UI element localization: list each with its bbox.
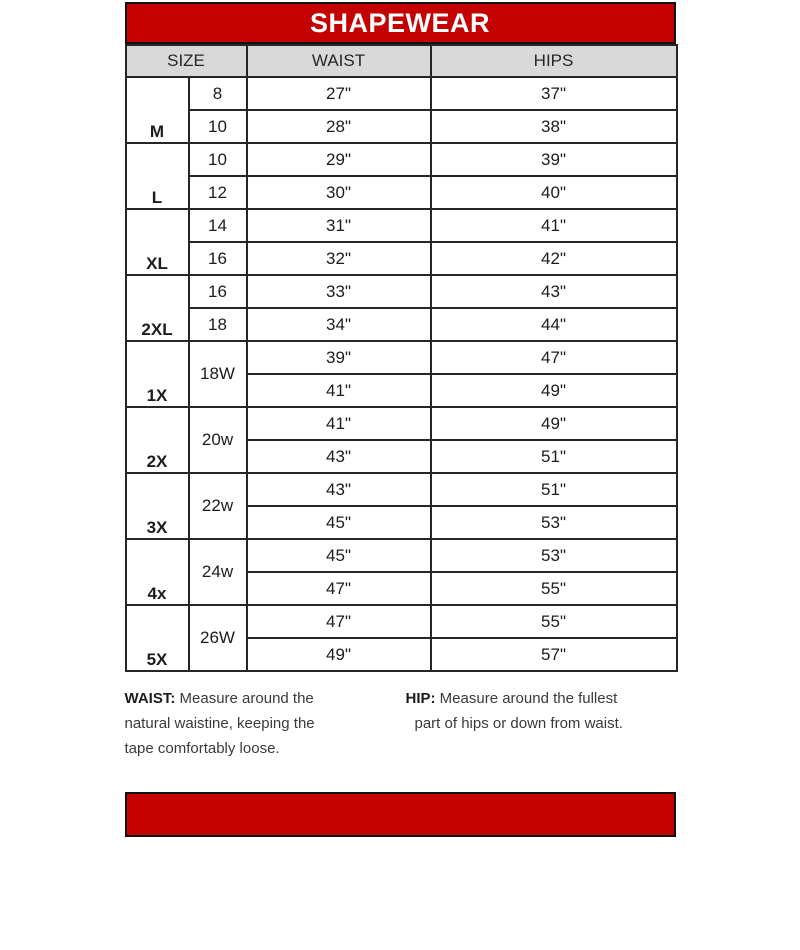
waist-cell: 34" — [247, 308, 431, 341]
table-row — [126, 77, 677, 110]
waist-cell: 49" — [247, 638, 431, 671]
waist-cell: 45" — [247, 506, 431, 539]
column-header-hips: HIPS — [431, 45, 677, 77]
size-number-cell: 10 — [189, 143, 247, 176]
hips-cell: 41" — [431, 209, 677, 242]
size-group-label: M — [126, 77, 189, 143]
hips-cell: 55" — [431, 605, 677, 638]
hip-note-line1: HIP: Measure around the fullest — [405, 690, 618, 707]
table-row — [126, 242, 677, 275]
size-group-label: 3X — [126, 473, 189, 539]
hips-cell: 43" — [431, 275, 677, 308]
waist-cell: 32" — [247, 242, 431, 275]
hips-cell: 51" — [431, 473, 677, 506]
waist-cell: 43" — [247, 440, 431, 473]
waist-note-line1: WAIST: Measure around the — [124, 690, 314, 707]
size-number-cell: 16 — [189, 242, 247, 275]
hips-cell: 44" — [431, 308, 677, 341]
waist-cell: 27" — [247, 77, 431, 110]
table-row — [126, 407, 677, 440]
waist-note-label: WAIST: — [124, 690, 176, 707]
size-number-cell: 20w — [189, 407, 247, 473]
table-row — [126, 176, 677, 209]
hips-cell: 40" — [431, 176, 677, 209]
waist-cell: 30" — [247, 176, 431, 209]
table-row — [126, 275, 677, 308]
table-header-row — [126, 45, 677, 77]
table-row — [126, 539, 677, 572]
size-number-cell: 12 — [189, 176, 247, 209]
waist-cell: 31" — [247, 209, 431, 242]
hips-cell: 42" — [431, 242, 677, 275]
table-row — [126, 605, 677, 638]
waist-cell: 29" — [247, 143, 431, 176]
waist-note — [125, 686, 375, 761]
hip-note-label: HIP: — [405, 690, 436, 707]
size-number-cell: 24w — [189, 539, 247, 605]
table-row — [126, 110, 677, 143]
size-group-label: 2X — [126, 407, 189, 473]
waist-cell: 47" — [247, 605, 431, 638]
table-row — [126, 473, 677, 506]
hips-cell: 38" — [431, 110, 677, 143]
waist-cell: 28" — [247, 110, 431, 143]
size-group-label: 1X — [126, 341, 189, 407]
size-group-label: L — [126, 143, 189, 209]
waist-cell: 45" — [247, 539, 431, 572]
table-row — [126, 209, 677, 242]
waist-cell: 41" — [247, 407, 431, 440]
page-title: SHAPEWEAR — [309, 7, 490, 38]
size-number-cell: 18 — [189, 308, 247, 341]
measurement-notes — [125, 686, 676, 761]
title-bar — [125, 2, 676, 44]
size-chart-table — [125, 44, 678, 672]
size-number-cell: 22w — [189, 473, 247, 539]
waist-cell: 33" — [247, 275, 431, 308]
waist-note-line3: tape comfortably loose. — [124, 740, 280, 757]
hips-cell: 49" — [431, 407, 677, 440]
hips-cell: 55" — [431, 572, 677, 605]
size-group-label: 2XL — [126, 275, 189, 341]
table-row — [126, 143, 677, 176]
column-header-waist: WAIST — [247, 45, 431, 77]
hip-note — [406, 686, 676, 761]
size-number-cell: 16 — [189, 275, 247, 308]
hips-cell: 37" — [431, 77, 677, 110]
size-number-cell: 26W — [189, 605, 247, 671]
waist-cell: 47" — [247, 572, 431, 605]
hips-cell: 49" — [431, 374, 677, 407]
size-number-cell: 18W — [189, 341, 247, 407]
hips-cell: 57" — [431, 638, 677, 671]
hips-cell: 53" — [431, 506, 677, 539]
size-group-label: 4x — [126, 539, 189, 605]
column-header-size: SIZE — [126, 45, 247, 77]
hips-cell: 51" — [431, 440, 677, 473]
size-number-cell: 8 — [189, 77, 247, 110]
table-row — [126, 308, 677, 341]
hips-cell: 53" — [431, 539, 677, 572]
waist-note-line2: natural waistine, keeping the — [124, 715, 315, 732]
table-row — [126, 341, 677, 374]
hips-cell: 39" — [431, 143, 677, 176]
bottom-red-bar — [125, 792, 676, 837]
size-group-label: 5X — [126, 605, 189, 671]
waist-cell: 39" — [247, 341, 431, 374]
waist-cell: 43" — [247, 473, 431, 506]
hip-note-line2: part of hips or down from waist. — [414, 715, 623, 732]
size-group-label: XL — [126, 209, 189, 275]
hips-cell: 47" — [431, 341, 677, 374]
size-number-cell: 14 — [189, 209, 247, 242]
waist-cell: 41" — [247, 374, 431, 407]
size-number-cell: 10 — [189, 110, 247, 143]
